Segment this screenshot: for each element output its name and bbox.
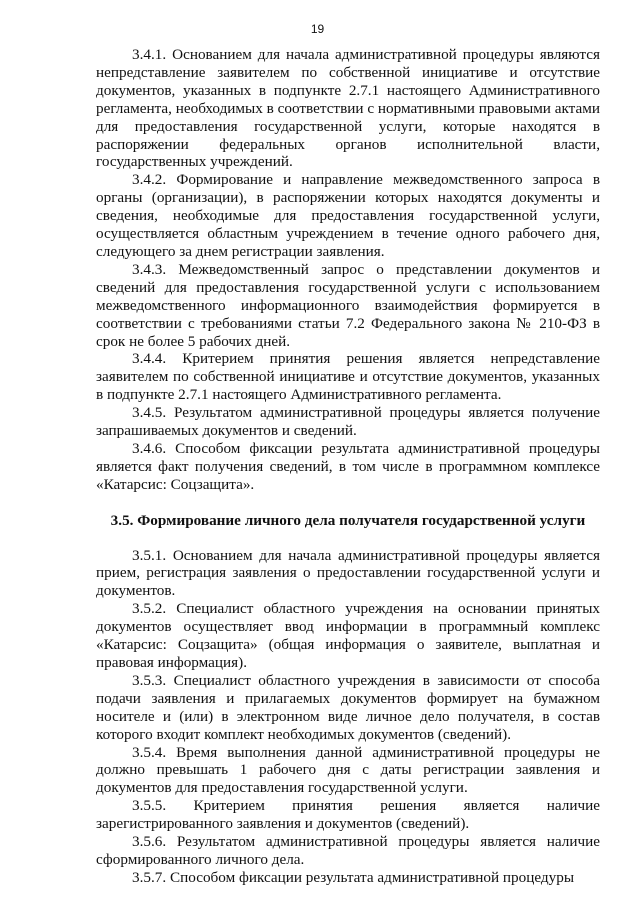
page-number: 19 xyxy=(310,22,325,36)
section-3-5-heading: 3.5. Формирование личного дела получателя государственной услуги xyxy=(110,511,586,529)
paragraph-3-5-5: 3.5.5. Критерием принятия решения является наличие зарегистрированного заявления и документов (сведений). xyxy=(96,797,600,833)
paragraph-3-5-1: 3.5.1. Основанием для начала административной процедуры является прием, регистрация заявления о предоставлении государственной услуги и документов. xyxy=(96,546,600,600)
paragraph-3-4-2: 3.4.2. Формирование и направление межведомственного запроса в органы (организации), в распоряжении которых находятся документы и сведения, необходимые для предоставления государственной услуги, осуществляется областным учреждением в течение одного рабочего дня, следующего за днем регистрации заявления. xyxy=(96,171,600,260)
paragraph-3-5-4: 3.5.4. Время выполнения данной административной процедуры не должно превышать 1 рабочего дня с даты регистрации заявления и документов для предоставления государственной услуги. xyxy=(96,743,600,797)
paragraph-3-5-6: 3.5.6. Результатом административной процедуры является наличие сформированного личного дела. xyxy=(96,833,600,868)
paragraph-3-5-3: 3.5.3. Специалист областного учреждения в зависимости от способа подачи заявления и прилагаемых документов формирует на бумажном носителе и (или) в электронном виде личное дело получателя, в состав которого входит комплект необходимых документов (сведений). xyxy=(96,671,600,743)
paragraph-3-4-5: 3.4.5. Результатом административной процедуры является получение запрашиваемых документов и сведений. xyxy=(96,404,600,440)
paragraph-3-4-3: 3.4.3. Межведомственный запрос о представлении документов и сведений для предоставления государственной услуги с использованием межведомственного информационного взаимодействия формируется в соответствии с требованиями статьи 7.2 Федерального закона № 210-ФЗ в срок не более 5 рабочих дней. xyxy=(96,260,600,350)
paragraph-3-5-7: 3.5.7. Способом фиксации результата административной процедуры xyxy=(132,868,575,886)
paragraph-3-4-1: 3.4.1. Основанием для начала административной процедуры являются непредставление заявителем по собственной инициативе и отсутствие документов, указанных в подпункте 2.7.1 настоящего Административного регламента, необходимых в соответствии с нормативными правовыми актами для предоставления государственной услуги, которые находятся в распоряжении федеральных органов исполнительной власти, государственных учреждений. xyxy=(96,46,600,171)
page-body xyxy=(96,46,600,887)
paragraph-3-4-4: 3.4.4. Критерием принятия решения является непредставление заявителем по собственной инициативе и отсутствие документов, указанных в подпункте 2.7.1 настоящего Административного регламента. xyxy=(96,350,600,404)
paragraph-3-5-2: 3.5.2. Специалист областного учреждения на основании принятых документов осуществляет ввод информации в программный комплекс «Катарсис: Соцзащита» (общая информация о заявителе, выплатная и правовая информация). xyxy=(96,600,600,671)
paragraph-3-4-6: 3.4.6. Способом фиксации результата административной процедуры является факт получения сведений, в том числе в программном комплексе «Катарсис: Соцзащита». xyxy=(96,439,600,493)
